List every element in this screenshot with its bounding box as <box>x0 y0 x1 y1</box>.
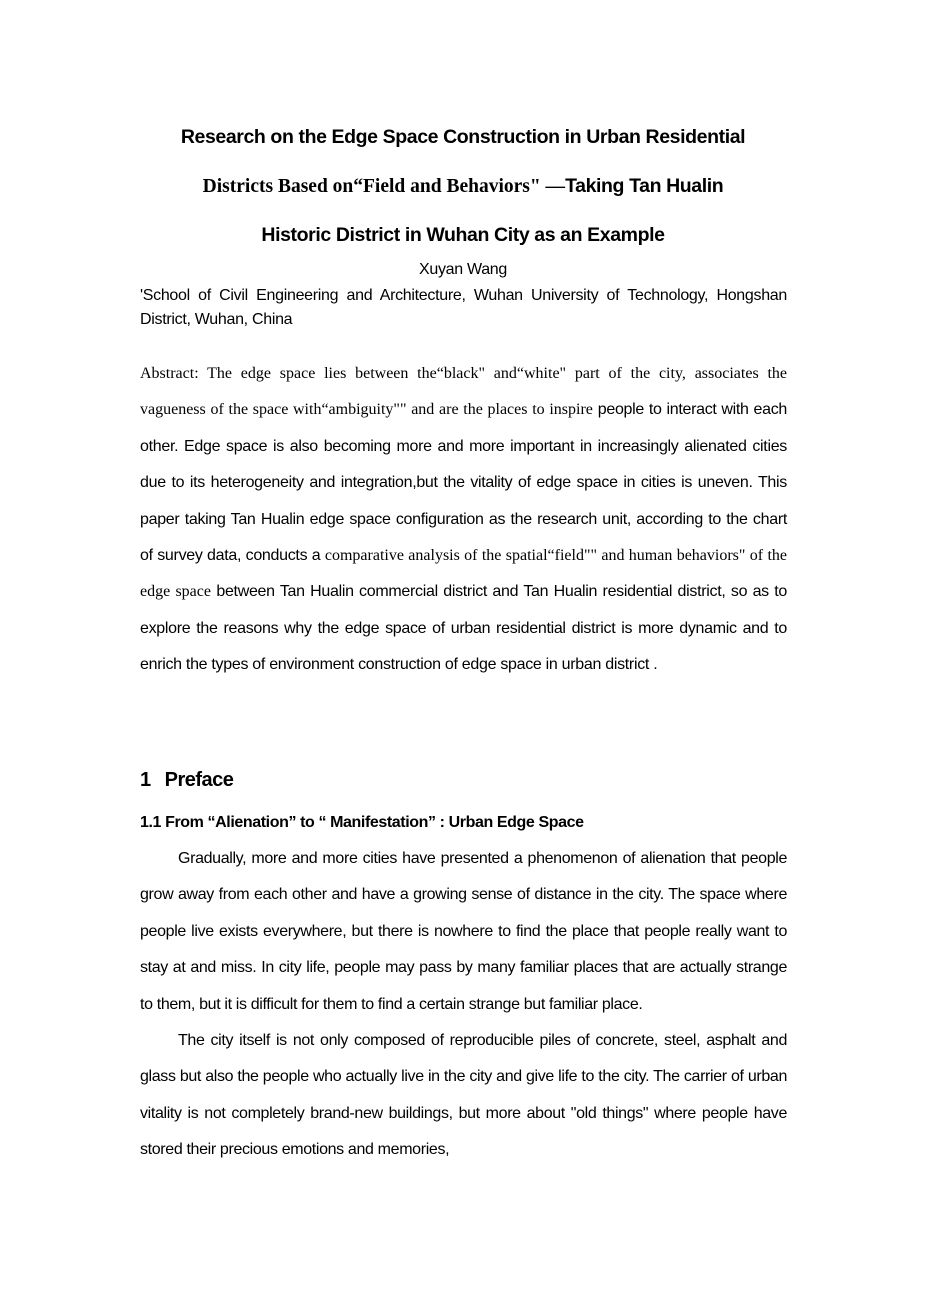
section-number: 1 <box>140 769 151 791</box>
paper-title-line-2-sans: Taking Tan Hualin <box>565 175 724 197</box>
subsection-heading-1-1: 1.1 From “Alienation” to “ Manifestation” : Urban Edge Space <box>140 814 584 831</box>
section-title: Preface <box>164 769 234 791</box>
paper-title-line-2-serif: Districts Based on“Field and Behaviors" — <box>202 176 566 197</box>
body-text <box>140 841 787 1169</box>
paper-title-line-2 <box>120 174 806 199</box>
abstract-serif-part-2: comparative analysis of the spatial“field"" and human behaviors" of the edge space <box>140 547 787 601</box>
author-name: Xuyan Wang <box>418 261 508 278</box>
body-paragraph: Gradually, more and more cities have presented a phenomenon of alienation that people grow away from each other and have a growing sense of distance in the city. The space where people live exists everywhere, but there is nowhere to find the place that people really want to stay at and miss. In city life, people may pass by many familiar places that are actually strange to them, but it is difficult for them to find a certain strange but familiar place. <box>140 850 787 1013</box>
section-heading-preface <box>140 766 233 794</box>
body-paragraph: The city itself is not only composed of reproducible piles of concrete, steel, asphalt and glass but also the people who actually live in the city and give life to the city. The carrier of urban vitality is not completely brand-new buildings, but more about "old things" where people have stored their precious emotions and memories, <box>140 1032 787 1159</box>
abstract-serif-part-1: Abstract: The edge space lies between the“black" and“white" part of the city, associates the vagueness of the space with“ambiguity"" and are the places to inspire <box>140 365 787 419</box>
author-affiliation: 'School of Civil Engineering and Architecture, Wuhan University of Technology, Hongshan District, Wuhan, China <box>140 287 787 328</box>
abstract <box>140 356 787 684</box>
paper-title-line-1: Research on the Edge Space Construction in Urban Residential <box>180 126 746 148</box>
paper-title-line-3: Historic District in Wuhan City as an Example <box>261 224 665 246</box>
abstract-sans-part-2: between Tan Hualin commercial district and Tan Hualin residential district, so as to explore the reasons why the edge space of urban residential district is more dynamic and to enrich the types of environment construction of edge space in urban district . <box>140 583 787 674</box>
abstract-sans-part-1: people to interact with each other. Edge space is also becoming more and more important in increasingly alienated cities due to its heterogeneity and integration,but the vitality of edge space in cities is uneven. This paper taking Tan Hualin edge space configuration as the research unit, according to the chart of survey data, conducts a <box>140 401 787 565</box>
